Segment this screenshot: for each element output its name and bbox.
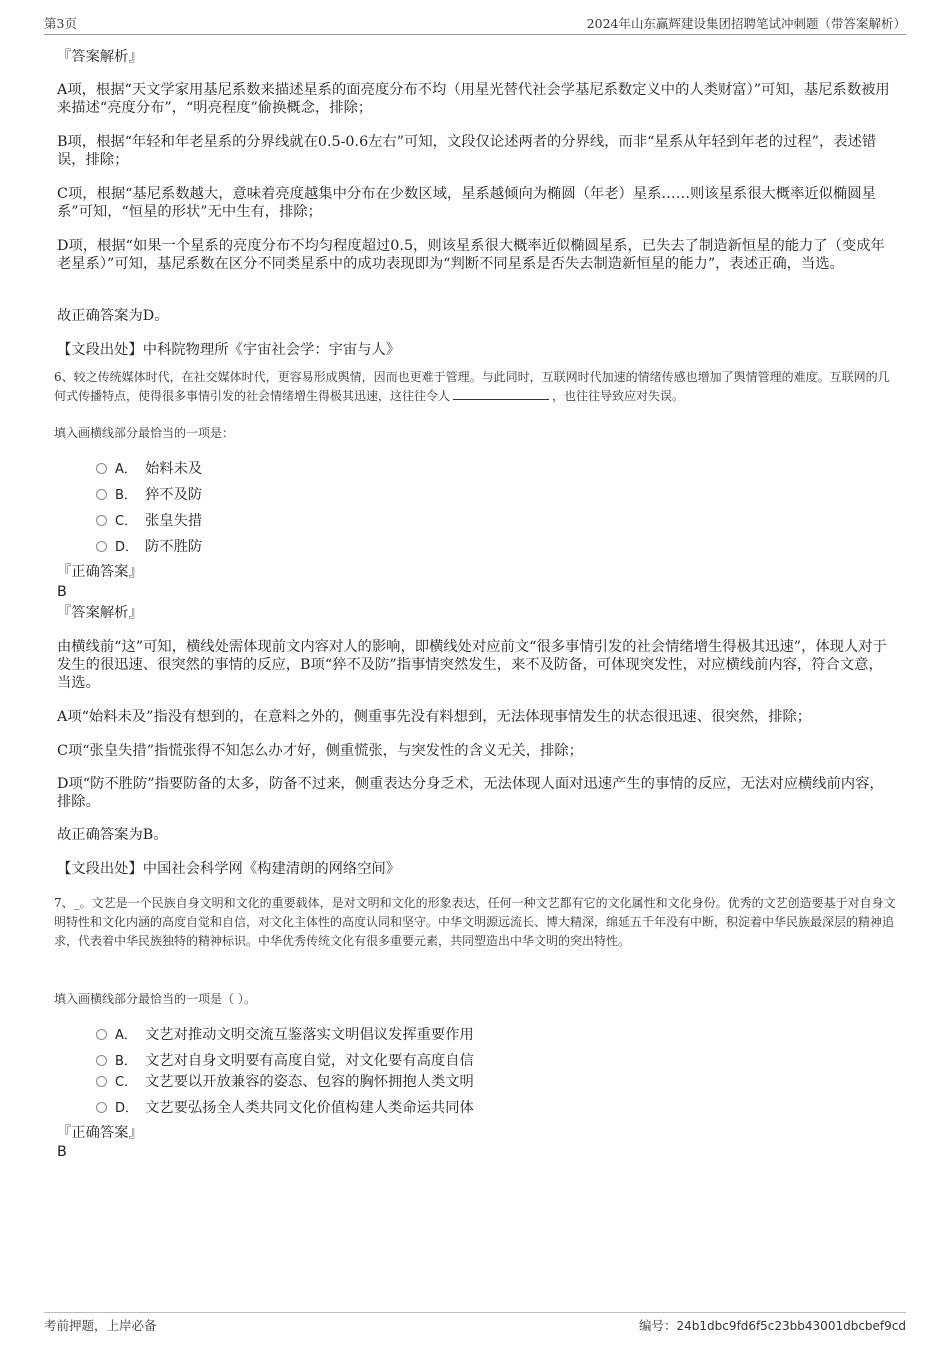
q6-source: 【文段出处】中国社会科学网《构建清朗的网络空间》 <box>57 861 401 877</box>
q7-option-a[interactable] <box>96 1024 474 1044</box>
q5-source: 【文段出处】中科院物理所《宇宙社会学：宇宙与人》 <box>57 342 401 358</box>
option-letter: A． <box>115 462 137 477</box>
q5-conclusion: 故正确答案为D。 <box>57 308 169 324</box>
q6-answer: B <box>57 584 67 600</box>
radio-icon[interactable] <box>96 1055 107 1066</box>
q5-analysis-c: C项，根据“基尼系数越大，意味着亮度越集中分布在少数区域，星系越倾向为椭圆（年老）星系……则该星系很大概率近似椭圆星系”可知，“恒星的形状”无中生有，排除； <box>57 186 876 220</box>
q6-stem <box>54 368 900 406</box>
option-letter: D． <box>115 540 139 555</box>
option-letter: A． <box>115 1028 137 1043</box>
q6-conclusion: 故正确答案为B。 <box>57 827 168 843</box>
q6-analysis-p1: 由横线前“这”可知，横线处需体现前文内容对人的影响，即横线处对应前文“很多事情引发的社会情绪增生得极其迅速”，体现人对于发生的很迅速、很突然的事情的反应，B项“猝不及防”指事情突然发生，来不及防备，可体现突发性，对应横线前内容，符合文意，当选。 <box>57 639 887 691</box>
q6-option-c[interactable] <box>96 510 202 530</box>
q7-stem: 7、_。文艺是一个民族自身文明和文化的重要载体，是对文明和文化的形象表达，任何一种文艺都有它的文化属性和文化身份。优秀的文艺创造要基于对自身文明特性和文化内涵的高度自觉和自信，对文化主体性的高度认同和坚守。中华文明源远流长、博大精深，绵延五千年没有中断，积淀着中华民族最深层的精神追求，代表着中华民族独特的精神标识。中华优秀传统文化有很多重要元素，共同塑造出中华文明的突出特性。 <box>54 896 896 948</box>
q6-analysis-p4: D项“防不胜防”指要防备的太多，防备不过来，侧重表达分身乏术，无法体现人面对迅速产生的事情的反应，无法对应横线前内容，排除。 <box>57 776 884 810</box>
code-label: 编号： <box>638 1318 677 1333</box>
q7-option-d[interactable] <box>96 1097 474 1117</box>
page-header <box>44 14 906 35</box>
radio-icon[interactable] <box>96 1102 107 1113</box>
option-text: 文艺对推动文明交流互鉴落实文明倡议发挥重要作用 <box>145 1027 474 1043</box>
q6-answer-title: 『正确答案』 <box>57 564 143 580</box>
q6-option-b[interactable] <box>96 484 202 504</box>
q7-option-b[interactable] <box>96 1050 474 1070</box>
option-text: 始料未及 <box>145 461 203 477</box>
option-letter: B． <box>115 488 137 503</box>
q6-stem-text: 6、较之传统媒体时代，在社交媒体时代，更容易形成舆情，因而也更难于管理。与此同时，互联网时代加速的情绪传感也增加了舆情管理的难度。互联网的几何式传播特点，使得很多事情引发的社会情绪增生得极其迅速，这往往令人 <box>54 370 890 403</box>
option-letter: C． <box>115 1075 138 1090</box>
q5-analysis-title: 『答案解析』 <box>57 49 143 65</box>
q6-analysis-title: 『答案解析』 <box>57 605 143 621</box>
option-text: 文艺要弘扬全人类共同文化价值构建人类命运共同体 <box>145 1100 474 1116</box>
radio-icon[interactable] <box>96 463 107 474</box>
q7-answer: B <box>57 1144 67 1160</box>
page-footer <box>44 1312 906 1335</box>
radio-icon[interactable] <box>96 489 107 500</box>
q5-analysis-b: B项，根据“年轻和年老星系的分界线就在0.5-0.6左右”可知，文段仅论述两者的分界线，而非“星系从年轻到年老的过程”，表述错误，排除； <box>57 134 877 168</box>
q7-option-c[interactable] <box>96 1071 474 1091</box>
option-text: 猝不及防 <box>145 487 203 503</box>
q6-prompt: 填入画横线部分最恰当的一项是： <box>54 426 235 440</box>
code-value: 24b1dbc9fd6f5c23bb43001dbcbef9cd <box>676 1319 906 1333</box>
radio-icon[interactable] <box>96 541 107 552</box>
option-letter: B． <box>115 1054 137 1069</box>
option-text: 文艺对自身文明要有高度自觉，对文化要有高度自信 <box>145 1053 474 1069</box>
q6-option-a[interactable] <box>96 458 202 478</box>
q6-option-d[interactable] <box>96 536 202 556</box>
q6-blank <box>453 387 549 400</box>
radio-icon[interactable] <box>96 1029 107 1040</box>
document-title: 2024年山东赢辉建设集团招聘笔试冲刺题（带答案解析） <box>586 16 906 31</box>
q7-prompt: 填入画横线部分最恰当的一项是（ ）。 <box>54 992 256 1006</box>
q5-analysis-d: D项，根据“如果一个星系的亮度分布不均匀程度超过0.5，则该星系很大概率近似椭圆星系，已失去了制造新恒星的能力了（变成年老星系）”可知，基尼系数在区分不同类星系中的成功表现即为“判断不同星系是否失去制造新恒星的能力”，表述正确，当选。 <box>57 238 885 272</box>
document-code <box>639 1316 906 1334</box>
option-letter: C． <box>115 514 138 529</box>
option-text: 文艺要以开放兼容的姿态、包容的胸怀拥抱人类文明 <box>145 1074 474 1090</box>
option-text: 防不胜防 <box>145 539 203 555</box>
footer-slogan: 考前押题，上岸必备 <box>44 1318 157 1333</box>
radio-icon[interactable] <box>96 515 107 526</box>
option-text: 张皇失措 <box>145 513 203 529</box>
option-letter: D． <box>115 1101 139 1116</box>
radio-icon[interactable] <box>96 1076 107 1087</box>
q6-analysis-p2: A项“始料未及”指没有想到的，在意料之外的，侧重事先没有料想到，无法体现事情发生的状态很迅速、很突然，排除； <box>57 709 812 725</box>
q5-analysis-a: A项，根据“天文学家用基尼系数来描述星系的面亮度分布不均（用星光替代社会学基尼系数定义中的人类财富）”可知，基尼系数被用来描述“亮度分布”，“明亮程度”偷换概念，排除； <box>57 82 890 116</box>
q6-analysis-p3: C项“张皇失措”指慌张得不知怎么办才好，侧重慌张，与突发性的含义无关，排除； <box>57 743 583 759</box>
q6-stem-end: ，也往往导致应对失误。 <box>552 389 685 403</box>
q7-answer-title: 『正确答案』 <box>57 1125 143 1141</box>
page-number: 第3页 <box>44 16 77 31</box>
